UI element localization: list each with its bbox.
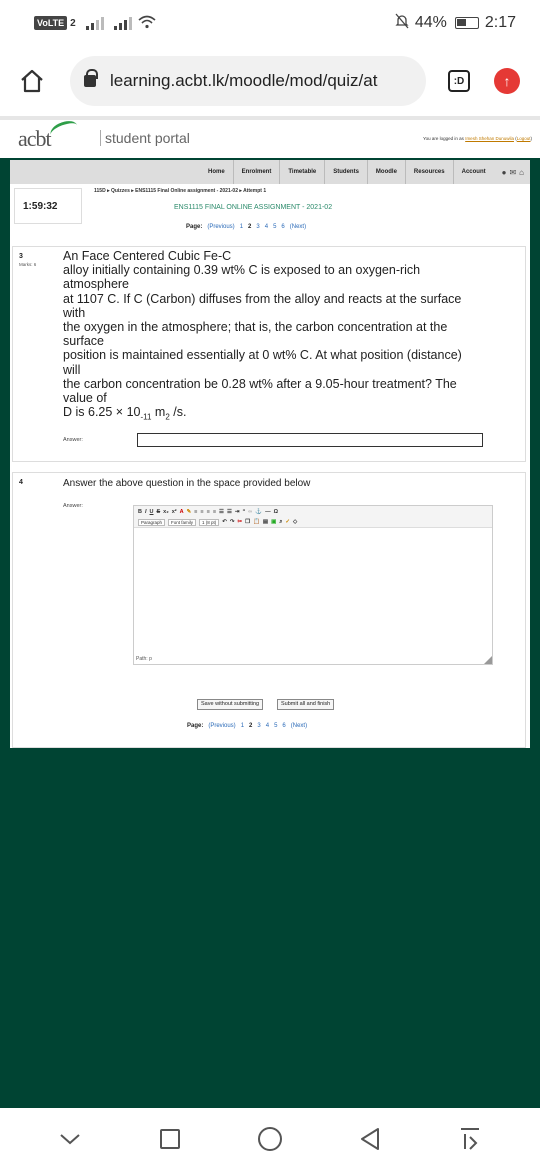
wifi-icon <box>138 15 156 32</box>
signal-icon <box>114 16 132 30</box>
indent-icon[interactable]: ⇥ <box>234 509 240 515</box>
justify-icon[interactable]: ≡ <box>212 509 217 515</box>
mail-icon[interactable]: ✉ <box>509 167 517 177</box>
redo-icon[interactable]: ↷ <box>229 519 235 525</box>
main-nav <box>10 160 530 184</box>
quiz-timer: 1:59:32 <box>14 188 82 224</box>
align-right-icon[interactable]: ≡ <box>206 509 210 515</box>
logo-swoosh-icon <box>48 118 80 143</box>
quiz-title: ENS1115 FINAL ONLINE ASSIGNMENT - 2021-02 <box>174 204 333 211</box>
find-icon[interactable]: ⌕ <box>279 518 283 525</box>
site-header <box>0 116 540 158</box>
question-number: 3 <box>19 253 23 260</box>
browser-toolbar <box>0 46 540 116</box>
anchor-icon[interactable]: ⚓ <box>255 509 263 515</box>
link-icon[interactable]: ∞ <box>248 509 253 515</box>
lock-icon <box>84 75 96 87</box>
font-size-select[interactable]: 1 (8 pt) <box>199 519 219 526</box>
answer-label: Answer: <box>63 503 83 509</box>
question-number: 4 <box>19 479 23 486</box>
home-circle-icon[interactable] <box>255 1124 285 1154</box>
html-icon[interactable]: ◇ <box>293 519 298 525</box>
cleanup-icon[interactable]: ✓ <box>285 519 291 525</box>
battery-percent: 44% <box>414 14 447 31</box>
nav-resources[interactable]: Resources <box>406 160 454 184</box>
bullet-list-icon[interactable]: ☰ <box>219 509 224 515</box>
question-text: An Face Centered Cubic Fe-C alloy initially containing 0.39 wt% C is exposed to an oxygen-rich atmosphere at 1107 C. If C (Carbon) diffuses from the alloy and reacts at the surface with the oxygen in the atmosphere; that is, the carbon concentration at the surface position is maintained essentially at 0 wt% C. At what position (distance) will the carbon concentration be 0.28 wt% after a 9.05-hour treatment? The value of D is $6.25 \times 10_{-11}$ $m_2$ /s. <box>63 249 462 422</box>
cut-icon[interactable]: ✂ <box>237 519 243 525</box>
underline-button[interactable]: U <box>149 509 154 515</box>
status-bar <box>0 0 540 46</box>
tabs-icon[interactable]: :D <box>448 70 470 92</box>
answer-label: Answer: <box>63 437 83 443</box>
nav-students[interactable]: Students <box>325 160 368 184</box>
page-current-2: 2 <box>248 224 252 230</box>
nav-timetable[interactable]: Timetable <box>280 160 325 184</box>
prev-link[interactable]: (Previous) <box>207 224 235 230</box>
undo-icon[interactable]: ↶ <box>222 519 227 525</box>
save-button[interactable]: Save without submitting <box>197 699 263 710</box>
font-family-select[interactable]: Font family <box>168 519 196 526</box>
user-icon[interactable]: ● <box>501 167 507 177</box>
site-logo[interactable]: acbt <box>18 126 51 151</box>
battery-icon <box>455 17 479 29</box>
italic-button[interactable]: I <box>144 509 147 515</box>
question-text: Answer the above question in the space provided below <box>63 478 311 489</box>
pagination-bottom: Page: (Previous) 1 2 3 4 5 6 (Next) <box>187 723 308 729</box>
login-info: You are logged in as Imesh Shehan Dunuwila (Logout) <box>423 136 532 141</box>
nav-home[interactable]: Home <box>200 160 234 184</box>
rich-text-editor[interactable] <box>133 505 493 665</box>
download-icon[interactable] <box>455 1124 485 1154</box>
resize-handle[interactable] <box>484 656 492 664</box>
editor-path: Path: p <box>136 656 152 662</box>
paste-text-icon[interactable]: ▤ <box>262 519 269 525</box>
omega-icon[interactable]: Ω <box>273 509 278 515</box>
question-3 <box>12 246 526 462</box>
logout-link[interactable]: Logout <box>516 136 531 141</box>
back-icon[interactable] <box>355 1124 385 1154</box>
copy-icon[interactable]: ❐ <box>245 519 251 525</box>
next-link[interactable]: (Next) <box>290 723 308 729</box>
quiz-content <box>10 184 530 748</box>
chevron-down-icon[interactable] <box>55 1124 85 1154</box>
breadcrumb[interactable]: 115D ▸ Quizzes ▸ ENS1115 Final Online assignment - 2021-02 ▸ Attempt 1 <box>94 188 267 194</box>
page-current-2: 2 <box>249 723 253 729</box>
clock: 2:17 <box>484 14 516 31</box>
highlight-icon[interactable]: ✎ <box>186 509 192 515</box>
page-link-3[interactable]: 3 <box>257 723 261 729</box>
page-link-4[interactable]: 4 <box>265 723 270 729</box>
superscript-button[interactable]: x² <box>171 509 177 515</box>
paste-icon[interactable]: 📋 <box>253 519 260 525</box>
page-link-1[interactable]: 1 <box>240 723 245 729</box>
submit-button[interactable]: Submit all and finish <box>277 699 334 710</box>
page-link-5[interactable]: 5 <box>274 723 278 729</box>
volte-badge: VoLTE <box>34 16 67 30</box>
strike-button[interactable]: S <box>156 509 161 515</box>
question-marks: Marks: 6 <box>19 262 37 267</box>
hr-icon[interactable]: — <box>265 509 271 515</box>
answer-input[interactable] <box>137 433 483 447</box>
text-color-icon[interactable]: A <box>179 509 184 515</box>
update-icon[interactable]: ↑ <box>494 68 520 94</box>
web-page <box>0 116 540 1108</box>
nav-account[interactable]: Account <box>461 169 486 175</box>
nav-moodle[interactable]: Moodle <box>368 160 406 184</box>
home-icon[interactable] <box>14 63 50 99</box>
signal-icon <box>86 16 104 30</box>
image-icon[interactable]: ▣ <box>271 519 277 525</box>
url-bar[interactable] <box>70 56 426 106</box>
user-link[interactable]: Imesh Shehan Dunuwila <box>465 136 514 141</box>
prev-link[interactable]: (Previous) <box>208 723 236 729</box>
page-link-6[interactable]: 6 <box>282 723 286 729</box>
next-link[interactable]: (Next) <box>289 224 307 230</box>
recents-icon[interactable] <box>155 1124 185 1154</box>
page-link-6[interactable]: 6 <box>281 224 285 230</box>
bold-button[interactable]: B <box>138 509 142 515</box>
page-link-4[interactable]: 4 <box>264 224 269 230</box>
question-4 <box>12 472 526 748</box>
page-link-1[interactable]: 1 <box>239 224 244 230</box>
quote-icon[interactable]: “ <box>242 509 246 515</box>
align-left-icon[interactable]: ≡ <box>194 509 198 515</box>
format-select[interactable]: Paragraph <box>138 519 165 526</box>
page-link-5[interactable]: 5 <box>273 224 277 230</box>
portal-label: student portal <box>100 130 190 146</box>
page-link-3[interactable]: 3 <box>256 224 260 230</box>
subscript-button[interactable]: x₂ <box>163 509 169 515</box>
home-icon[interactable]: ⌂ <box>519 167 524 177</box>
url-text: learning.acbt.lk/moodle/mod/quiz/at <box>110 71 378 90</box>
align-center-icon[interactable]: ≡ <box>200 509 204 515</box>
mute-icon <box>395 13 409 34</box>
sim-slot: 2 <box>70 17 76 29</box>
editor-toolbar <box>134 506 492 528</box>
pagination-top: Page: (Previous) 1 2 3 4 5 6 (Next) <box>186 224 307 230</box>
number-list-icon[interactable]: ☰ <box>226 509 232 515</box>
nav-enrolment[interactable]: Enrolment <box>234 160 281 184</box>
system-nav-bar <box>0 1108 540 1170</box>
